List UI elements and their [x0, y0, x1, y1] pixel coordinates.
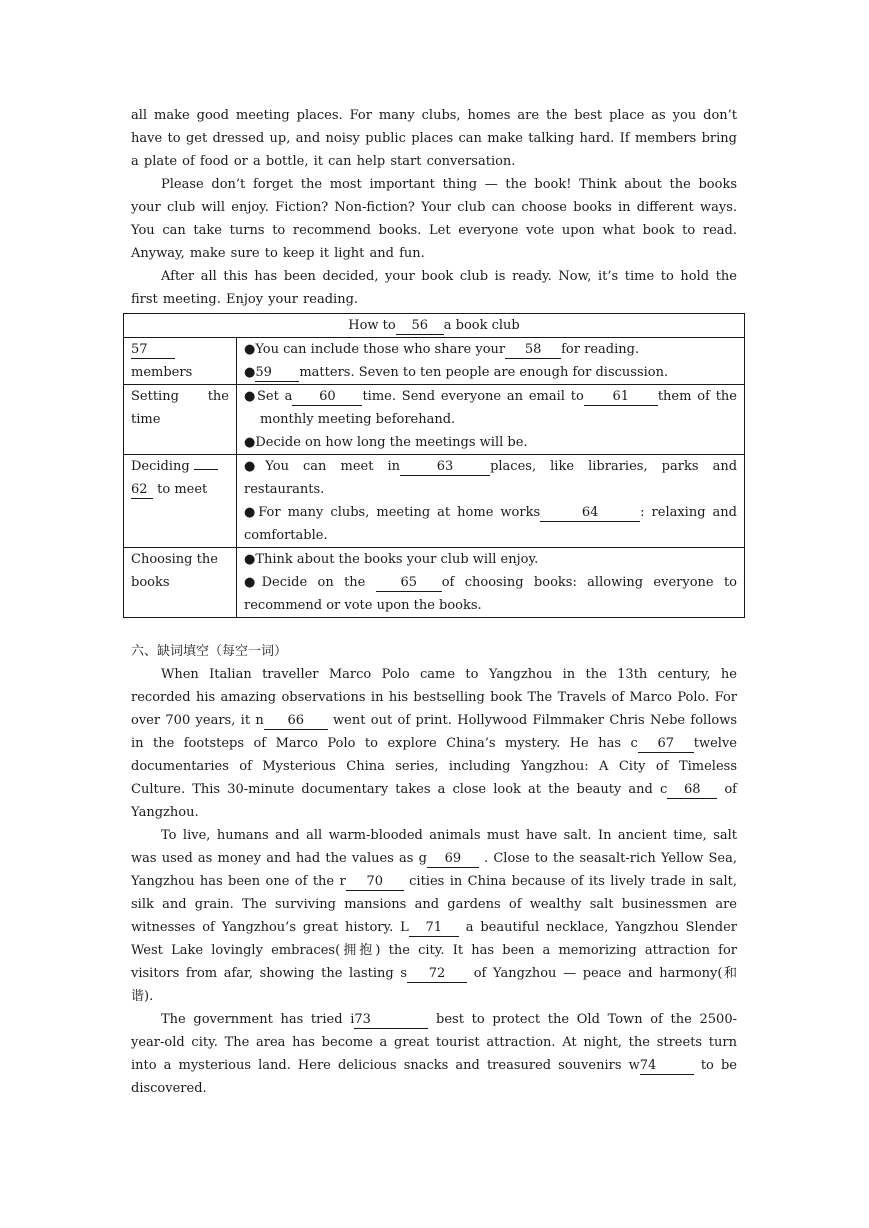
paragraph-text: all make good meeting places. For many clubs, homes are the best place as you don’t have to get dressed up, and noisy public places can make talking hard. If members bring a plate of food or a bottle, it can help start conversation.: [131, 108, 737, 169]
blank-65[interactable]: 65: [376, 575, 442, 592]
row-content: [237, 455, 745, 548]
section-title: 六、缺词填空（每空一词）: [131, 644, 288, 659]
passage-2-paragraph-3: The government has tried i73 best to protect the Old Town of the 2500-year-old city. The area has become a great tourist attraction. At night, the streets turn into a mysterious land. Here delicious snacks and treasured souvenirs w74 to be discovered.: [131, 1012, 737, 1096]
passage-2-paragraph-2: To live, humans and all warm-blooded animals must have salt. In ancient time, salt was used as money and had the values as g 69 . Close to the seasalt-rich Yellow Sea, Yangzhou has been one of the r 70 cities in China because of its lively trade in salt, silk and grain. The surviving mansions and gardens of wealthy salt businessmen are witnesses of Yangzhou’s great history. L 71 a beautiful necklace, Yangzhou Slender West Lake lovingly embraces(拥抱) the city. It has been a memorizing attraction for visitors from afar, showing the lasting s 72 of Yangzhou — peace and harmony(和谐).: [131, 828, 738, 1004]
bullet-item: ●59 matters. Seven to ten people are enough for discussion.: [244, 365, 669, 380]
paragraph-text: After all this has been decided, your book club is ready. Now, it’s time to hold the first meeting. Enjoy your reading.: [131, 269, 737, 307]
blank-71[interactable]: 71: [409, 920, 459, 937]
bullet-item: ●Think about the books your club will enjoy.: [244, 552, 539, 567]
paragraph-text: Please don’t forget the most important thing — the book! Think about the books your club will enjoy. Fiction? Non-fiction? Your club can choose books in different ways. You can take turns to recommend books. Let everyone vote upon what book to read. Anyway, make sure to keep it light and fun.: [131, 177, 737, 261]
blank-66[interactable]: 66: [264, 713, 328, 730]
table-title-row: [124, 314, 745, 338]
row-label: 57 members: [124, 338, 237, 385]
table-row: [124, 455, 745, 548]
row-content: [237, 338, 745, 385]
passage-2: [131, 663, 737, 1100]
blank-72[interactable]: 72: [407, 966, 467, 983]
blank-62[interactable]: 62: [131, 482, 153, 499]
blank-69[interactable]: 69: [427, 851, 479, 868]
passage-1: [131, 104, 737, 311]
bullet-item: ●You can meet in 63 places, like libraries, parks and restaurants.: [244, 459, 738, 497]
row-label: Deciding 62 to meet: [124, 455, 237, 548]
blank-59[interactable]: 59: [255, 365, 299, 382]
blank-61[interactable]: 61: [584, 389, 658, 406]
blank-64[interactable]: 64: [540, 505, 640, 522]
blank-60[interactable]: 60: [292, 389, 362, 406]
row-label: Choosing the books: [124, 548, 237, 618]
passage-2-paragraph-1: When Italian traveller Marco Polo came to Yangzhou in the 13th century, he recorded his amazing observations in his bestselling book The Travels of Marco Polo. For over 700 years, it n 66 went out of print. Hollywood Filmmaker Chris Nebe follows in the footsteps of Marco Polo to explore China’s mystery. He has c 67 twelve documentaries of Mysterious China series, including Yangzhou: A City of Timeless Culture. This 30-minute documentary takes a close look at the beauty and c 68 of Yangzhou.: [131, 667, 737, 820]
table-row: [124, 385, 745, 455]
bullet-item: ●For many clubs, meeting at home works 64 : relaxing and comfortable.: [244, 505, 738, 543]
bullet-item: ●Decide on how long the meetings will be.: [244, 435, 528, 450]
passage-1-paragraph-3: [131, 265, 737, 311]
blank-57[interactable]: 57: [131, 342, 175, 359]
table-row: [124, 548, 745, 618]
bullet-item: ●You can include those who share your 58 for reading.: [244, 342, 640, 357]
row-label: Setting the time: [124, 385, 237, 455]
bullet-item: ●Decide on the 65 of choosing books: allowing everyone to recommend or vote upon the books.: [244, 575, 738, 613]
table-row: [124, 338, 745, 385]
passage-1-paragraph-2: [131, 173, 737, 265]
bullet-item: ●Set a 60 time. Send everyone an email to 61 them of the monthly meeting beforehand.: [244, 389, 737, 427]
passage-1-paragraph-1: [131, 104, 737, 173]
table-title: How to 56 a book club: [124, 314, 745, 338]
book-club-table: [123, 313, 745, 618]
blank-67[interactable]: 67: [638, 736, 694, 753]
blank-58[interactable]: 58: [505, 342, 561, 359]
blank-63[interactable]: 63: [400, 459, 490, 476]
row-content: [237, 385, 745, 455]
document-page: [131, 104, 737, 1100]
blank-74[interactable]: 74: [640, 1058, 694, 1075]
blank-68[interactable]: 68: [667, 782, 717, 799]
row-content: [237, 548, 745, 618]
blank-56[interactable]: 56: [396, 318, 444, 335]
blank-70[interactable]: 70: [346, 874, 404, 891]
blank-73[interactable]: 73: [354, 1012, 428, 1029]
